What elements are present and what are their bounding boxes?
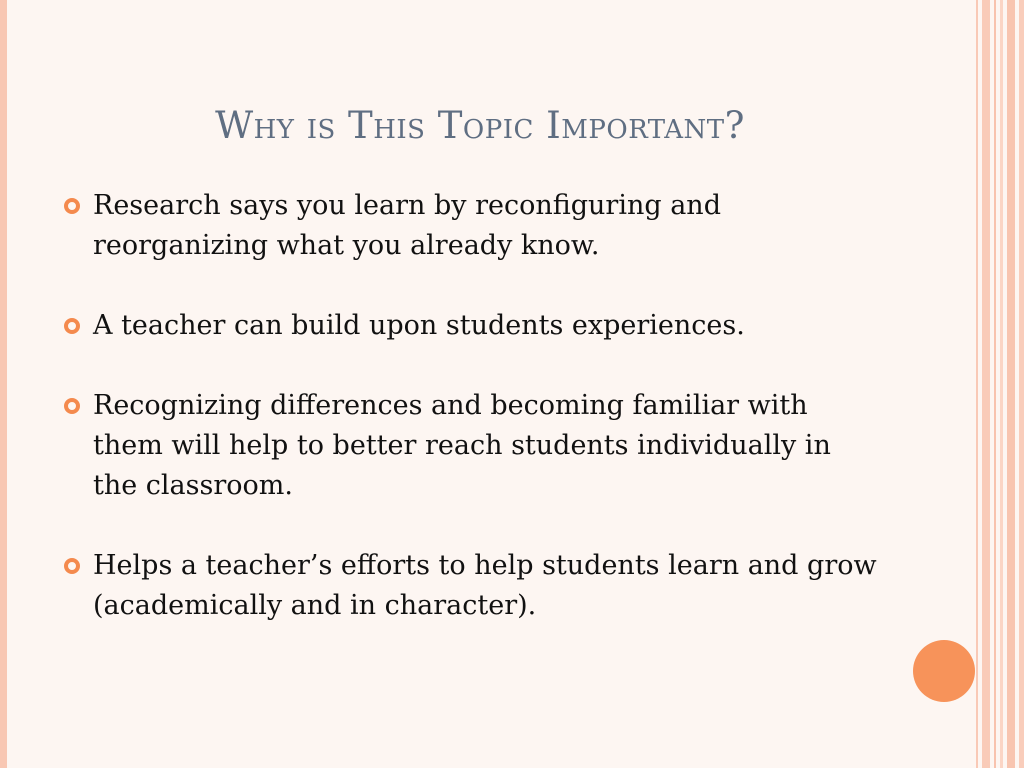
stripe [1000,0,1003,768]
bullet-item [60,306,880,346]
bullet-text: A teacher can build upon students experiences. [93,310,745,341]
right-stripes-decoration [976,0,1024,768]
orange-circle-decoration [913,640,975,702]
ring-bullet-icon [64,558,80,574]
stripe [1007,0,1015,768]
stripe [982,0,990,768]
left-border [0,0,7,768]
stripe [1019,0,1024,768]
stripe [976,0,978,768]
slide-title: Why is This Topic Important? [215,104,745,147]
bullet-text: Research says you learn by reconfiguring and reorganizing what you already know. [93,190,721,261]
ring-bullet-icon [64,318,80,334]
bullet-item [60,186,880,266]
stripe [994,0,996,768]
bullet-list [60,186,880,666]
bullet-text: Helps a teacher’s efforts to help students learn and grow (academically and in character). [93,550,877,621]
bullet-item [60,386,880,506]
ring-bullet-icon [64,198,80,214]
ring-bullet-icon [64,398,80,414]
bullet-text: Recognizing differences and becoming familiar with them will help to better reach students individually in the classroom. [93,390,831,501]
bullet-item [60,546,880,626]
